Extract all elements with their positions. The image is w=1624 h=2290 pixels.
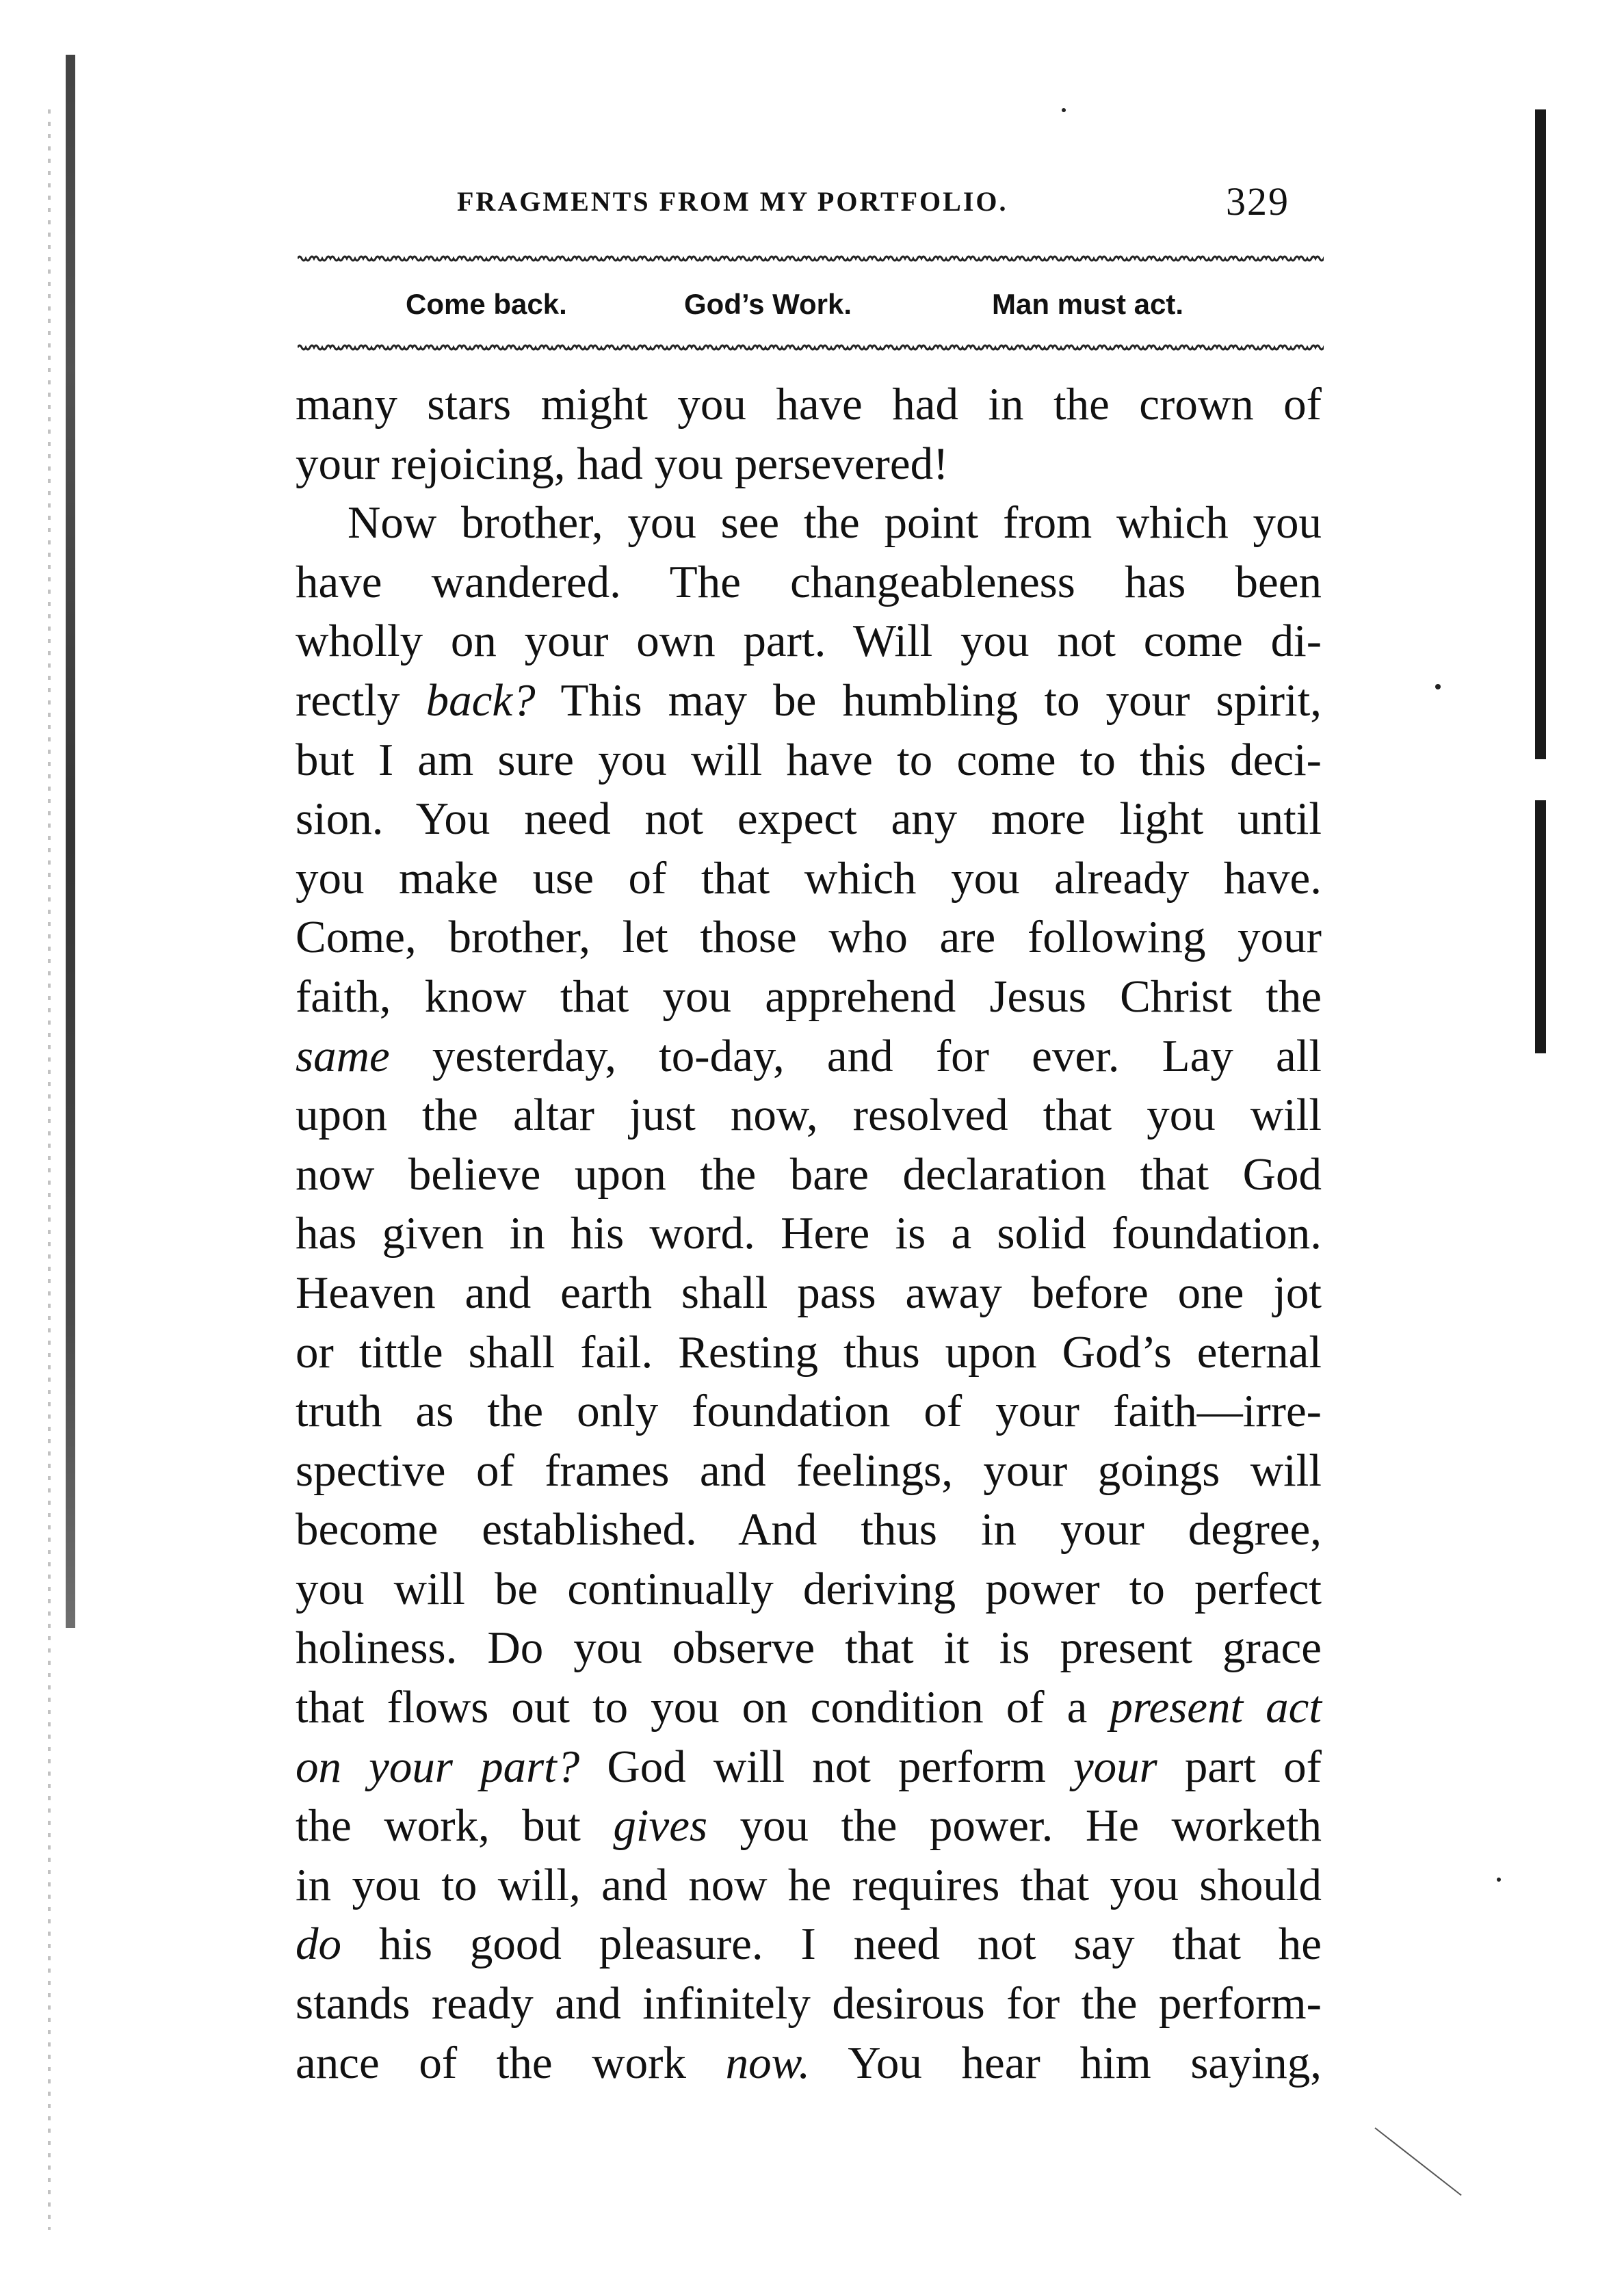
binding-shadow-left	[66, 55, 75, 1628]
text-line: wholly on your own part. Will you not come di-	[296, 616, 1322, 667]
text-line: Now brother, you see the point from which you	[348, 497, 1322, 549]
text-line: have wandered. The changeableness has been	[296, 556, 1322, 607]
text-line: truth as the only foundation of your faith—irre-	[296, 1386, 1322, 1437]
text-line: now believe upon the bare declaration that God	[296, 1148, 1322, 1200]
page-number: 329	[1226, 179, 1289, 224]
text-line: you make use of that which you already have.	[296, 852, 1322, 904]
text-line: do his good pleasure. I need not say that he	[296, 1919, 1322, 1970]
topic-man-must-act: Man must act.	[992, 288, 1184, 320]
scan-speck	[1062, 108, 1066, 112]
text-line: has given in his word. Here is a solid foundation.	[296, 1208, 1322, 1259]
text-line: that flows out to you on condition of a present act	[296, 1682, 1322, 1733]
text-line: become established. And thus in your degree,	[296, 1504, 1322, 1555]
running-title: FRAGMENTS FROM MY PORTFOLIO.	[457, 186, 1008, 217]
topic-bar	[298, 274, 1324, 335]
text-line: ance of the work now. You hear him saying,	[296, 2037, 1322, 2088]
wavy-rule-top	[298, 253, 1324, 264]
text-line: or tittle shall fail. Resting thus upon God’s eternal	[296, 1326, 1322, 1378]
scan-speck	[1435, 684, 1441, 689]
text-line: sion. You need not expect any more light until	[296, 793, 1322, 845]
scan-scratch	[1374, 2127, 1461, 2196]
text-line: faith, know that you apprehend Jesus Christ the	[296, 971, 1322, 1022]
text-line: on your part? God will not perform your part of	[296, 1741, 1322, 1792]
text-line: Heaven and earth shall pass away before one jot	[296, 1267, 1322, 1318]
topic-come-back: Come back.	[406, 288, 567, 320]
text-line: rectly back? This may be humbling to your spirit,	[296, 674, 1322, 726]
text-line: the work, but gives you the power. He worketh	[296, 1800, 1322, 1852]
body-text	[296, 375, 1322, 2092]
text-line: stands ready and infinitely desirous for the perform-	[296, 1978, 1322, 2029]
page-header	[0, 174, 1624, 229]
text-line: same yesterday, to-day, and for ever. Lay all	[296, 1030, 1322, 1081]
text-line: your rejoicing, had you persevered!	[296, 438, 949, 489]
scan-speck	[1497, 1878, 1501, 1882]
wavy-rule-bottom	[298, 342, 1324, 353]
topic-gods-work: God’s Work.	[684, 288, 852, 320]
scan-edge-left	[48, 109, 51, 2230]
text-line: you will be continually deriving power to perfect	[296, 1563, 1322, 1614]
text-line: many stars might you have had in the crown of	[296, 379, 1322, 430]
text-line: spective of frames and feelings, your goings will	[296, 1445, 1322, 1496]
text-line: in you to will, and now he requires that you should	[296, 1859, 1322, 1910]
text-line: but I am sure you will have to come to this deci-	[296, 734, 1322, 785]
text-line: Come, brother, let those who are following your	[296, 912, 1322, 963]
scan-edge-right-lower	[1535, 800, 1546, 1053]
text-line: upon the altar just now, resolved that you will	[296, 1090, 1322, 1141]
text-line: holiness. Do you observe that it is present grace	[296, 1622, 1322, 1674]
